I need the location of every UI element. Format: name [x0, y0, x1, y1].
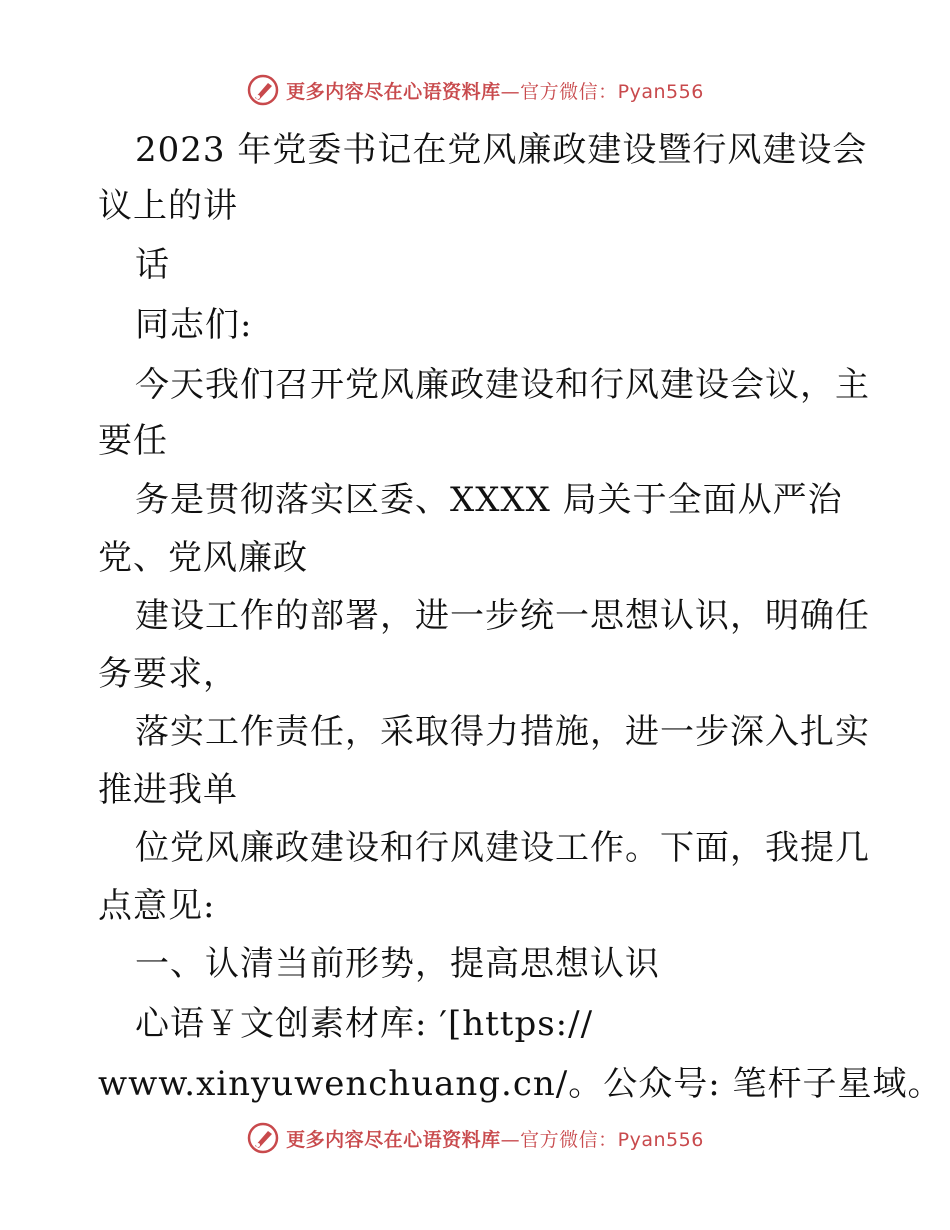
fountain-pen-logo-icon: [246, 73, 280, 107]
banner-contact-text: 官方微信：Pyan556: [520, 80, 704, 103]
doc-paragraph-line: 落实工作责任，采取得力措施，进一步深入扎实: [135, 712, 870, 752]
doc-title-line-2: 议上的讲: [98, 186, 238, 226]
doc-salutation: 同志们:: [135, 305, 253, 345]
doc-paragraph-line: 务要求，: [98, 654, 238, 694]
banner-brand-text: 更多内容尽在心语资料库: [286, 80, 501, 103]
banner-separator: —: [500, 80, 521, 103]
doc-section-heading: 一、认清当前形势，提高思想认识: [135, 944, 660, 984]
banner-separator: —: [500, 1128, 521, 1151]
doc-source-line: 心语￥文创素材库: ′[https://: [135, 1004, 594, 1044]
banner-brand-text: 更多内容尽在心语资料库: [286, 1128, 501, 1151]
doc-paragraph-line: 务是贯彻落实区委、XXXX 局关于全面从严治: [135, 480, 843, 520]
fountain-pen-logo-icon: [246, 1121, 280, 1155]
doc-source-line: www.xinyuwenchuang.cn/。公众号: 笔杆子星域。: [98, 1064, 943, 1104]
doc-paragraph-line: 要任: [98, 421, 168, 461]
doc-title-line-1: 2023 年党委书记在党风廉政建设暨行风建设会: [135, 130, 868, 170]
doc-paragraph-line: 今天我们召开党风廉政建设和行风建设会议，主: [135, 365, 870, 405]
doc-paragraph-line: 推进我单: [98, 770, 238, 810]
doc-paragraph-line: 党、党风廉政: [98, 538, 308, 578]
doc-paragraph-line: 位党风廉政建设和行风建设工作。下面，我提几: [135, 828, 870, 868]
banner-contact-text: 官方微信：Pyan556: [520, 1128, 704, 1151]
doc-title-line-3: 话: [135, 245, 170, 285]
doc-paragraph-line: 建设工作的部署，进一步统一思想认识，明确任: [135, 596, 870, 636]
header-banner: [0, 70, 950, 110]
doc-paragraph-line: 点意见:: [98, 886, 216, 926]
footer-banner: [0, 1118, 950, 1158]
